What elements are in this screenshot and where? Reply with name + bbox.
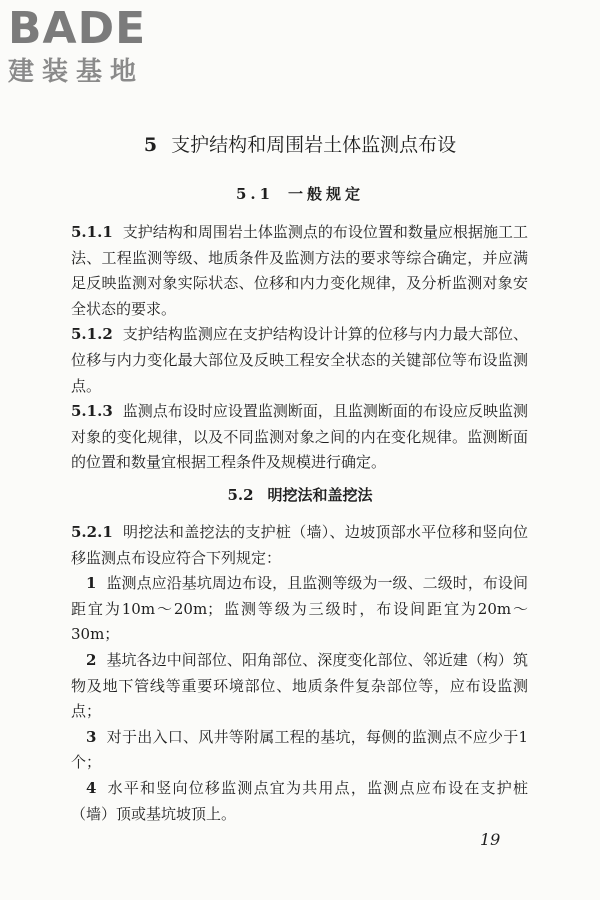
list-item: [71, 571, 528, 648]
clause-text: 监测点布设时应设置监测断面，且监测断面的布设应反映监测对象的变化规律，以及不同监测对象之间的内在变化规律。监测断面的位置和数量宜根据工程条件及规模进行确定。: [71, 402, 528, 472]
section-title-text: 一般规定: [288, 185, 365, 203]
clause-text: 明挖法和盖挖法的支护桩（墙）、边坡顶部水平位移和竖向位移监测点布设应符合下列规定：: [71, 523, 528, 567]
item-text: 水平和竖向位移监测点宜为共用点，监测点应布设在支护桩（墙）顶或基坑坡顶上。: [71, 778, 528, 823]
section-heading-5-1: [0, 183, 600, 205]
brand-logo: [8, 3, 178, 88]
section-heading-5-2: [0, 484, 600, 506]
item-number: 2: [86, 650, 97, 669]
item-text: 监测点应沿基坑周边布设，且监测等级为一级、二级时，布设间距宜为10m～20m；监测等级为三级时，布设间距宜为20m～30m；: [71, 574, 528, 644]
section-title-text: 明挖法和盖挖法: [267, 486, 373, 504]
clause-5-2-1: [71, 520, 528, 571]
chapter-number: 5: [143, 134, 158, 156]
item-number: 1: [86, 574, 97, 593]
item-number: 3: [86, 727, 97, 746]
list-item: [71, 776, 528, 827]
section-5-2-body: [71, 520, 528, 827]
list-item: [71, 648, 528, 725]
logo-subtitle: 建装基地: [8, 57, 145, 87]
clause-number: 5.2.1: [71, 523, 113, 541]
clause-5-1-1: [71, 220, 528, 322]
item-text: 基坑各边中间部位、阳角部位、深度变化部位、邻近建（构）筑物及地下管线等重要环境部位、地质条件复杂部位等，应布设监测点；: [71, 650, 528, 721]
clause-number: 5.1.1: [71, 223, 113, 241]
chapter-title-text: 支护结构和周围岩土体监测点布设: [171, 134, 457, 156]
list-item: [71, 725, 528, 776]
clause-number: 5.1.2: [71, 325, 113, 344]
clause-5-1-3: [71, 399, 528, 476]
chapter-title: [0, 132, 600, 158]
section-5-1-body: [71, 220, 528, 476]
clause-number: 5.1.3: [71, 402, 113, 421]
section-number: 5.2: [227, 486, 254, 504]
item-text: 对于出入口、风井等附属工程的基坑，每侧的监测点不应少于1个；: [71, 727, 528, 772]
page-number: 19: [480, 830, 501, 849]
clause-5-1-2: [71, 322, 528, 399]
section-number: 5.1: [235, 185, 275, 203]
clause-text: 支护结构监测应在支护结构设计计算的位移与内力最大部位、位移与内力变化最大部位及反映工程安全状态的关键部位等布设监测点。: [71, 325, 528, 395]
logo-mark: BADE: [8, 3, 147, 54]
item-number: 4: [86, 778, 97, 797]
clause-text: 支护结构和周围岩土体监测点的布设位置和数量应根据施工工法、工程监测等级、地质条件及监测方法的要求等综合确定，并应满足反映监测对象实际状态、位移和内力变化规律，及分析监测对象安全状态的要求。: [71, 223, 528, 318]
